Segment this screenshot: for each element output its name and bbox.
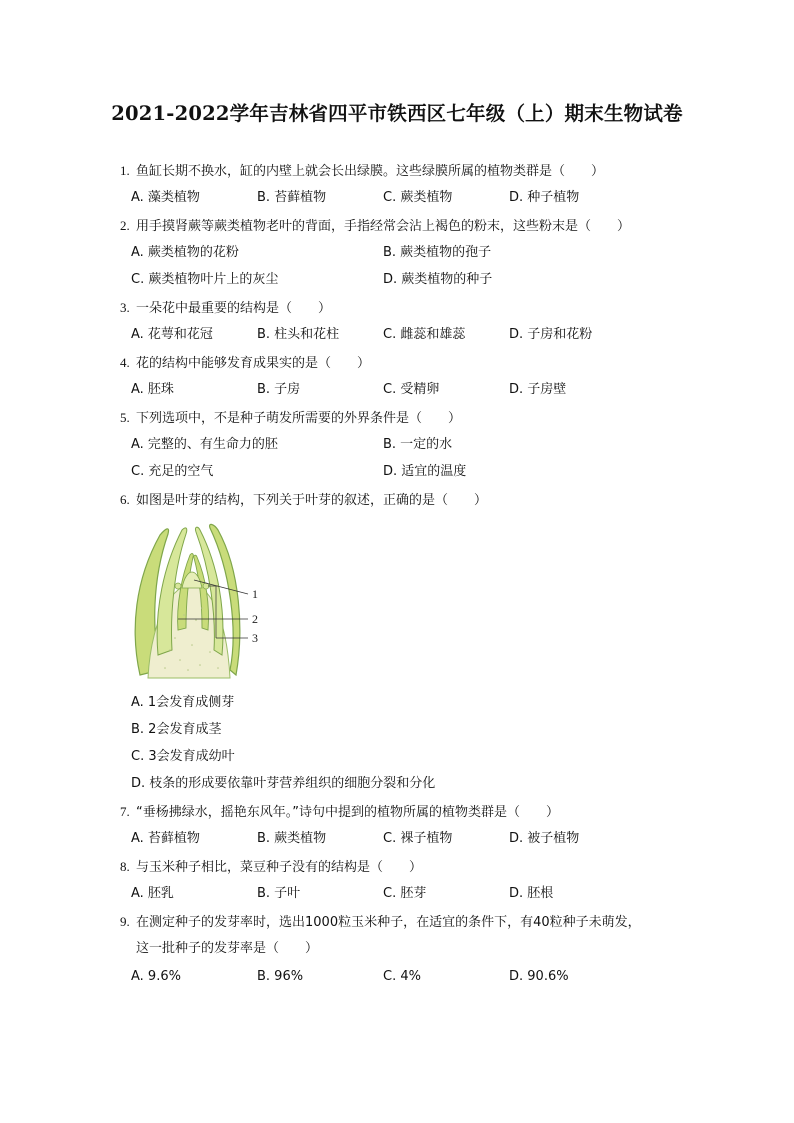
question-text: 花的结构中能够发育成果实的是（ ） xyxy=(136,356,371,371)
option-b: B. 苔藓植物 xyxy=(257,190,327,205)
question-number: 5. xyxy=(120,410,130,425)
question-1 xyxy=(112,162,604,181)
option-c: C. 受精卵 xyxy=(383,382,440,397)
question-number: 1. xyxy=(120,163,130,178)
option-b: B. 柱头和花柱 xyxy=(257,327,340,342)
option-c: C. 裸子植物 xyxy=(383,831,453,846)
option-b: B. 子叶 xyxy=(257,886,301,901)
question-text: 在测定种子的发芽率时，选出1000粒玉米种子，在适宜的条件下，有40粒种子未萌发， xyxy=(136,915,641,930)
question-text: “垂杨拂绿水，摇艳东风年。”诗句中提到的植物所属的植物类群是（ ） xyxy=(136,805,559,820)
question-text: 用手摸肾蕨等蕨类植物老叶的背面，手指经常会沾上褐色的粉末，这些粉末是（ ） xyxy=(136,219,631,234)
question-3 xyxy=(112,299,331,318)
option-a: A. 9.6% xyxy=(131,969,181,984)
question-number: 2. xyxy=(120,218,130,233)
option-d: D. 90.6% xyxy=(509,969,569,984)
question-4 xyxy=(112,354,370,373)
option-a: A. 花萼和花冠 xyxy=(131,327,213,342)
question-text: 如图是叶芽的结构，下列关于叶芽的叙述，正确的是（ ） xyxy=(136,493,488,508)
question-9 xyxy=(112,913,641,932)
option-a: A. 1会发育成侧芽 xyxy=(131,695,235,710)
option-b: B. 96% xyxy=(257,969,304,984)
option-b: B. 子房 xyxy=(257,382,301,397)
option-c: C. 3会发育成幼叶 xyxy=(131,749,235,764)
question-6 xyxy=(112,491,487,510)
question-number: 3. xyxy=(120,300,130,315)
option-d: D. 胚根 xyxy=(509,886,554,901)
option-b: B. 一定的水 xyxy=(383,437,453,452)
option-d: D. 被子植物 xyxy=(509,831,580,846)
question-5 xyxy=(112,409,461,428)
question-text: 与玉米种子相比，菜豆种子没有的结构是（ ） xyxy=(136,860,423,875)
question-number: 4. xyxy=(120,355,130,370)
option-b: B. 蕨类植物 xyxy=(257,831,327,846)
option-d: D. 子房和花粉 xyxy=(509,327,593,342)
option-c: C. 蕨类植物 xyxy=(383,190,453,205)
option-d: D. 枝条的形成要依靠叶芽营养组织的细胞分裂和分化 xyxy=(131,776,436,791)
option-c: C. 雌蕊和雄蕊 xyxy=(383,327,466,342)
question-number: 8. xyxy=(120,859,130,874)
option-c: C. 4% xyxy=(383,969,421,984)
option-c: C. 胚芽 xyxy=(383,886,427,901)
option-b: B. 2会发育成茎 xyxy=(131,722,222,737)
option-a: A. 蕨类植物的花粉 xyxy=(131,245,239,260)
question-8 xyxy=(112,858,422,877)
option-d: D. 蕨类植物的种子 xyxy=(383,272,493,287)
question-number: 7. xyxy=(120,804,130,819)
figure-label-1: 1 xyxy=(252,587,258,601)
figure-label-2: 2 xyxy=(252,612,258,626)
option-a: A. 胚珠 xyxy=(131,382,174,397)
question-text: 下列选项中，不是种子萌发所需要的外界条件是（ ） xyxy=(136,411,462,426)
option-c: C. 蕨类植物叶片上的灰尘 xyxy=(131,272,279,287)
question-number: 9. xyxy=(120,914,130,929)
page-title: 2021-2022学年吉林省四平市铁西区七年级（上）期末生物试卷 xyxy=(111,102,683,125)
option-a: A. 苔藓植物 xyxy=(131,831,200,846)
leaf-bud-diagram xyxy=(130,520,270,680)
option-d: D. 适宜的温度 xyxy=(383,464,467,479)
option-d: D. 种子植物 xyxy=(509,190,580,205)
leaf-bud-figure xyxy=(130,520,270,680)
question-7 xyxy=(112,803,559,822)
figure-label-3: 3 xyxy=(252,631,258,645)
question-number: 6. xyxy=(120,492,130,507)
option-a: A. 藻类植物 xyxy=(131,190,200,205)
option-a: A. 胚乳 xyxy=(131,886,174,901)
question-text: 鱼缸长期不换水，缸的内壁上就会长出绿膜。这些绿膜所属的植物类群是（ ） xyxy=(136,164,605,179)
question-2 xyxy=(112,217,630,236)
option-d: D. 子房壁 xyxy=(509,382,567,397)
question-text-continued: 这一批种子的发芽率是（ ） xyxy=(136,941,319,956)
option-a: A. 完整的、有生命力的胚 xyxy=(131,437,278,452)
option-c: C. 充足的空气 xyxy=(131,464,214,479)
question-text: 一朵花中最重要的结构是（ ） xyxy=(136,301,332,316)
option-b: B. 蕨类植物的孢子 xyxy=(383,245,492,260)
